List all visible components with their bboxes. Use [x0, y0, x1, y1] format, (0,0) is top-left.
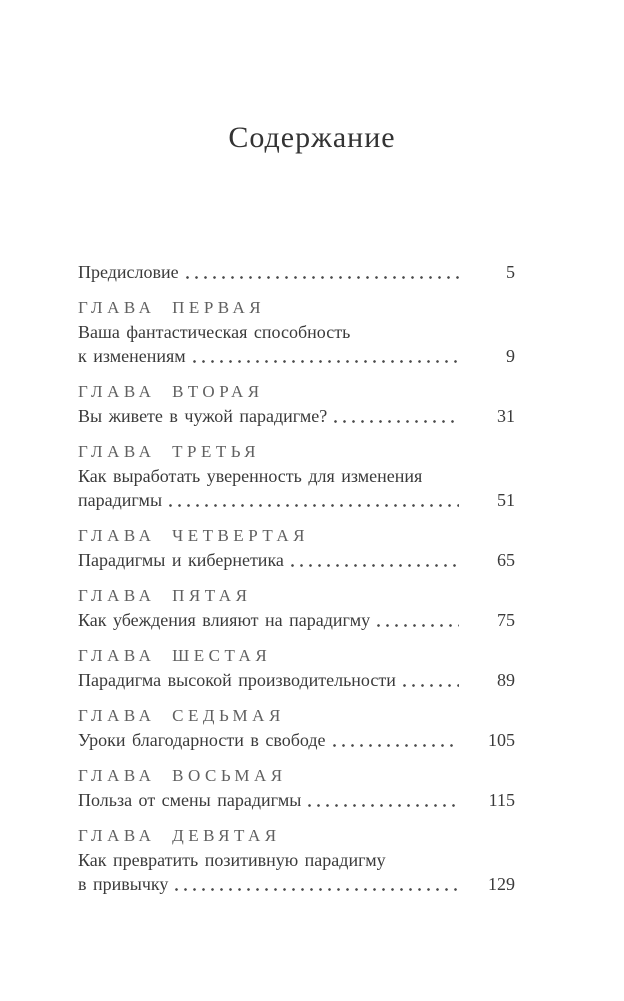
page-number: 51: [497, 490, 515, 510]
entry-text: Уроки благодарности в свободе: [78, 730, 326, 750]
entry-line: [78, 548, 515, 572]
entry-text: Ваша фантастическая способность: [78, 322, 351, 342]
page-number: 5: [506, 262, 515, 282]
entry-line: [78, 848, 515, 872]
entry-line: [78, 344, 515, 368]
page-number: 65: [497, 550, 515, 570]
entry-text: Парадигма высокой производительности: [78, 670, 396, 690]
entry-line: [78, 488, 515, 512]
dot-leader: [169, 504, 459, 507]
entry-text: Как убеждения влияют на парадигму: [78, 610, 371, 630]
entry-text: в привычку: [78, 874, 169, 894]
toc-entry: [78, 440, 515, 512]
entry-text: к изменениям: [78, 346, 186, 366]
dot-leader: [377, 624, 459, 627]
page-number: 9: [506, 346, 515, 366]
entry-text: Польза от смены парадигмы: [78, 790, 302, 810]
entry-line: [78, 260, 515, 284]
dot-leader: [334, 420, 459, 423]
toc-entry: [78, 824, 515, 896]
chapter-heading: ГЛАВА ВТОРАЯ: [78, 382, 264, 401]
entry-text: парадигмы: [78, 490, 163, 510]
dot-leader: [291, 564, 459, 567]
toc-entry: [78, 644, 515, 692]
entry-line: [78, 464, 515, 488]
page-title: Содержание: [228, 121, 396, 154]
page-number: 75: [497, 610, 515, 630]
dot-leader: [403, 684, 459, 687]
page-number: 89: [497, 670, 515, 690]
chapter-heading: ГЛАВА ЧЕТВЕРТАЯ: [78, 526, 310, 545]
chapter-heading: ГЛАВА ДЕВЯТАЯ: [78, 826, 281, 845]
entry-text: Вы живете в чужой парадигме?: [78, 406, 328, 426]
toc-entry: [78, 260, 515, 284]
chapter-heading: ГЛАВА ПЯТАЯ: [78, 586, 252, 605]
toc-entry: [78, 704, 515, 752]
entry-line: [78, 320, 515, 344]
page-number: 115: [488, 790, 515, 810]
chapter-heading: ГЛАВА СЕДЬМАЯ: [78, 706, 285, 725]
entry-line: [78, 608, 515, 632]
entry-line: [78, 872, 515, 896]
toc-entry: [78, 764, 515, 812]
page-number: 129: [488, 874, 515, 894]
toc-list: [0, 260, 624, 896]
entry-text: Как выработать уверенность для изменения: [78, 466, 423, 486]
page-number: 31: [497, 406, 515, 426]
dot-leader: [186, 276, 459, 279]
toc-entry: [78, 380, 515, 428]
entry-text: Предисловие: [78, 262, 179, 282]
chapter-heading: ГЛАВА ВОСЬМАЯ: [78, 766, 287, 785]
entry-line: [78, 668, 515, 692]
dot-leader: [175, 888, 459, 891]
entry-line: [78, 728, 515, 752]
toc-entry: [78, 524, 515, 572]
chapter-heading: ГЛАВА ПЕРВАЯ: [78, 298, 266, 317]
page-number: 105: [488, 730, 515, 750]
entry-line: [78, 788, 515, 812]
entry-text: Как превратить позитивную парадигму: [78, 850, 386, 870]
toc-entry: [78, 584, 515, 632]
dot-leader: [333, 744, 459, 747]
chapter-heading: ГЛАВА ШЕСТАЯ: [78, 646, 272, 665]
entry-text: Парадигмы и кибернетика: [78, 550, 284, 570]
entry-line: [78, 404, 515, 428]
chapter-heading: ГЛАВА ТРЕТЬЯ: [78, 442, 260, 461]
dot-leader: [308, 804, 459, 807]
dot-leader: [193, 360, 459, 363]
toc-entry: [78, 296, 515, 368]
